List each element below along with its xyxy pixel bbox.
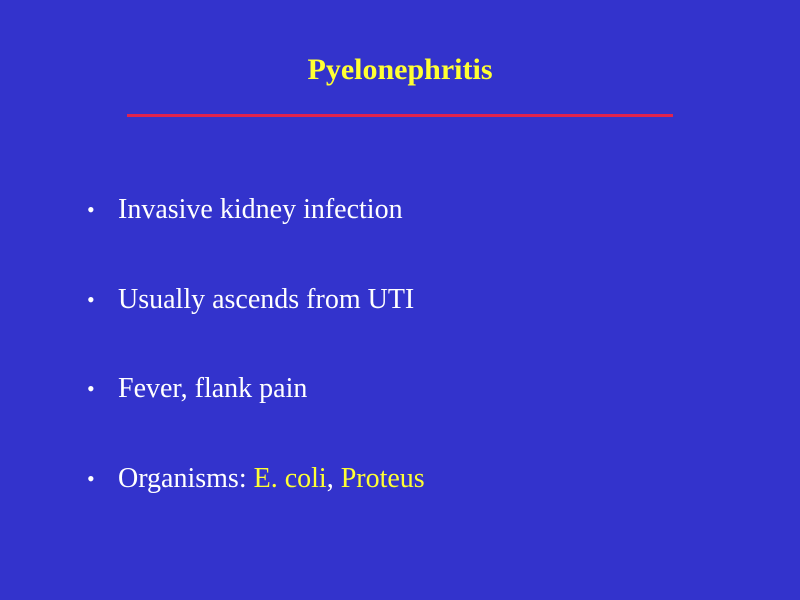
bullet-dot-icon: • — [87, 287, 95, 312]
bullet-text: Fever, flank pain — [118, 373, 308, 404]
bullet-item — [87, 282, 414, 318]
bullet-text: Usually ascends from UTI — [118, 284, 415, 315]
organism-separator: , — [326, 463, 341, 494]
bullet-item — [87, 371, 307, 407]
slide-title: Pyelonephritis — [307, 53, 493, 86]
bullet-dot-icon: • — [87, 376, 95, 401]
bullet-text: Invasive kidney infection — [118, 194, 403, 225]
bullet-item — [87, 192, 403, 228]
bullet-item-organisms — [87, 461, 425, 497]
bullet-dot-icon: • — [87, 466, 95, 491]
bullet-dot-icon: • — [87, 197, 95, 222]
organisms-label: Organisms: — [118, 463, 254, 494]
organism-proteus: Proteus — [340, 463, 425, 494]
organism-ecoli: E. coli — [253, 463, 327, 494]
